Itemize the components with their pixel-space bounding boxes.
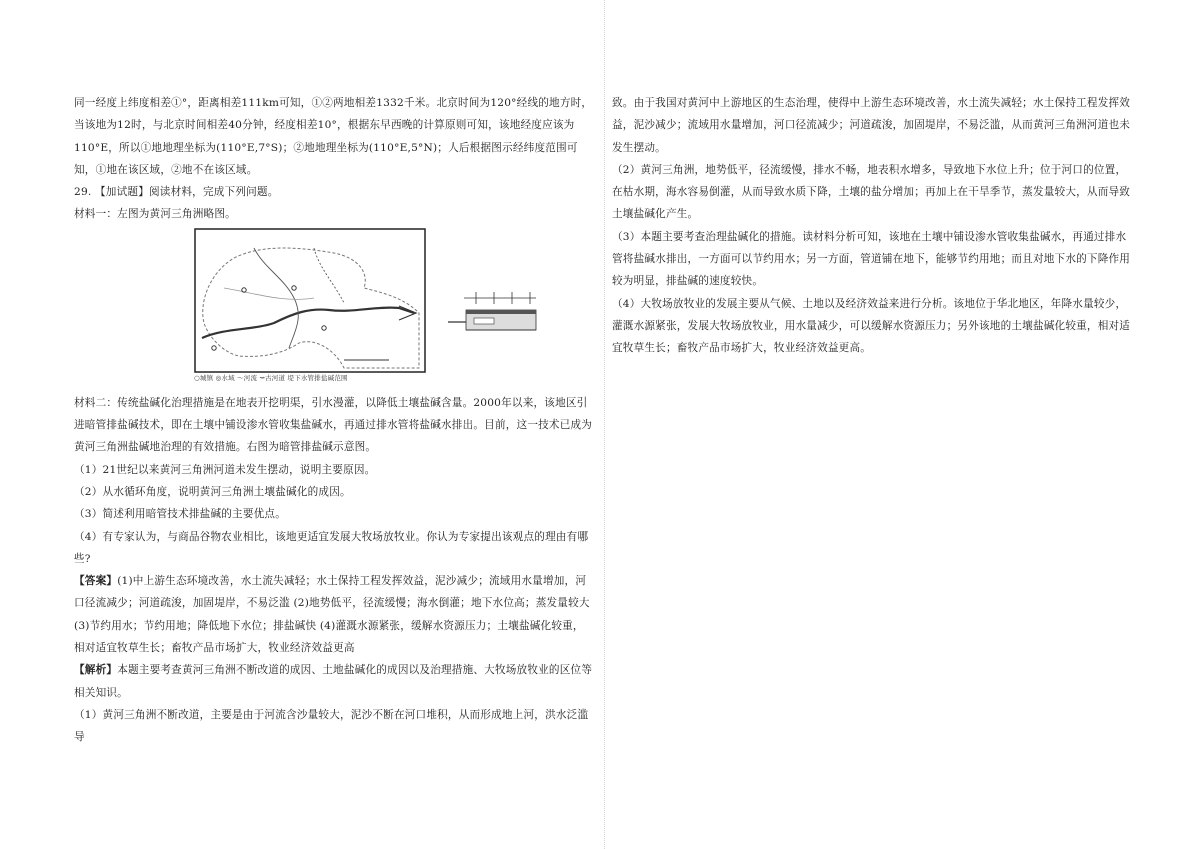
analysis-tag: 【解析】 [74,664,118,677]
analysis-part-3: （3）本题主要考查治理盐碱化的措施。读材料分析可知，该地在土壤中铺设渗水管收集盐碱水，再通过排水管将盐碱水排出，一方面可以节约用水；另一方面，管道铺在地下，能够节约用地；而且对地下水的下降作用较为明显，排盐碱的速度较快。 [612,230,1131,288]
answer-block [74,570,594,659]
sub-question-4: （4）有专家认为，与商品谷物农业相比，该地更适宜发展大牧场放牧业。你认为专家提出该观点的理由有哪些? [74,530,589,565]
sub-question-2: （2）从水循环角度，说明黄河三角洲土壤盐碱化的成因。 [74,485,351,498]
figure-group [74,228,594,388]
answer-text: (1)中上游生态环境改善，水土流失减轻；水土保持工程发挥效益，泥沙减少；流域用水量增加，河口径流减少；河道疏浚，加固堤岸，不易泛滥 (2)地势低平，径流缓慢；海水倒灌；地下水位高；蒸发量较大 (3)节约用水；节约用地；降低地下水位；排盐碱快 (4)灌溉水源紧张，缓解水资源压力；土壤盐碱化较重，相对适宜牧草生长；畜牧产品市场扩大，牧业经济效益更高 [74,575,590,655]
underground-pipe-diagram [444,286,544,346]
left-column [74,92,594,749]
answer-tag: 【答案】 [74,575,118,588]
right-column [612,92,1132,360]
analysis-block [74,659,594,704]
column-divider [604,0,605,849]
analysis-part-4: （4）大牧场放牧业的发展主要从气候、土地以及经济效益来进行分析。该地位于华北地区，年降水量较少，灌溉水源紧张，发展大牧场放牧业，用水量减少，可以缓解水资源压力；另外该地的土壤盐碱化较重，相对适宜牧草生长；畜牧产品市场扩大，牧业经济效益更高。 [612,297,1131,355]
yellow-river-delta-map [194,228,426,383]
sub-question-3: （3）简述利用暗管技术排盐碱的主要优点。 [74,508,287,521]
analysis-part-1-cont: 致。由于我国对黄河中上游地区的生态治理，使得中上游生态环境改善，水土流失减轻；水土保持工程发挥效益，泥沙减少；流域用水量增加，河口径流减少；河道疏浚，加固堤岸，不易泛滥，从而黄河三角洲河道也未发生摆动。 [612,97,1131,154]
material-2: 材料二：传统盐碱化治理措施是在地表开挖明渠，引水漫灌，以降低土壤盐碱含量。2000年以来，该地区引进暗管排盐碱技术，即在土壤中铺设渗水管收集盐碱水，再通过排水管将盐碱水排出。目前，这一技术已成为黄河三角洲盐碱地治理的有效措施。右图为暗管排盐碱示意图。 [74,396,593,454]
map-legend: ○城镇 ◎水域 ～河流 ⇝古河道 堤下水管排盐碱范围 [194,373,348,382]
paragraph-coordinates: 同一经度上纬度相差①°，距离相差111km可知，①②两地相差1332千米。北京时间为120°经线的地方时，当该地为12时，与北京时间相差40分钟，经度相差10°，根据东早西晚的计算原则可知，该地经度应该为110°E，所以①地地理坐标为(110°E,7°S)；②地地理坐标为(110°E,5°N)；人后根据图示经纬度范围可知，①地在该区域，②地不在该区域。 [74,97,593,176]
material-1: 材料一：左图为黄河三角洲略图。 [74,208,236,221]
analysis-part-2: （2）黄河三角洲，地势低平，径流缓慢，排水不畅，地表积水增多，导致地下水位上升；位于河口的位置，在枯水期，海水容易倒灌，从而导致水质下降，土壤的盐分增加；再加上在干旱季节，蒸发量较大，从而导致土壤盐碱化产生。 [612,163,1131,221]
sub-question-1: （1）21世纪以来黄河三角洲河道未发生摆动，说明主要原因。 [74,463,376,476]
analysis-text: 本题主要考查黄河三角洲不断改道的成因、土地盐碱化的成因以及治理措施、大牧场放牧业的区位等相关知识。 [74,664,593,699]
question-29-heading: 29. 【加试题】阅读材料，完成下列问题。 [74,186,279,199]
analysis-part-1: （1）黄河三角洲不断改道，主要是由于河流含沙量较大，泥沙不断在河口堆积，从而形成地上河，洪水泛滥导 [74,708,589,744]
